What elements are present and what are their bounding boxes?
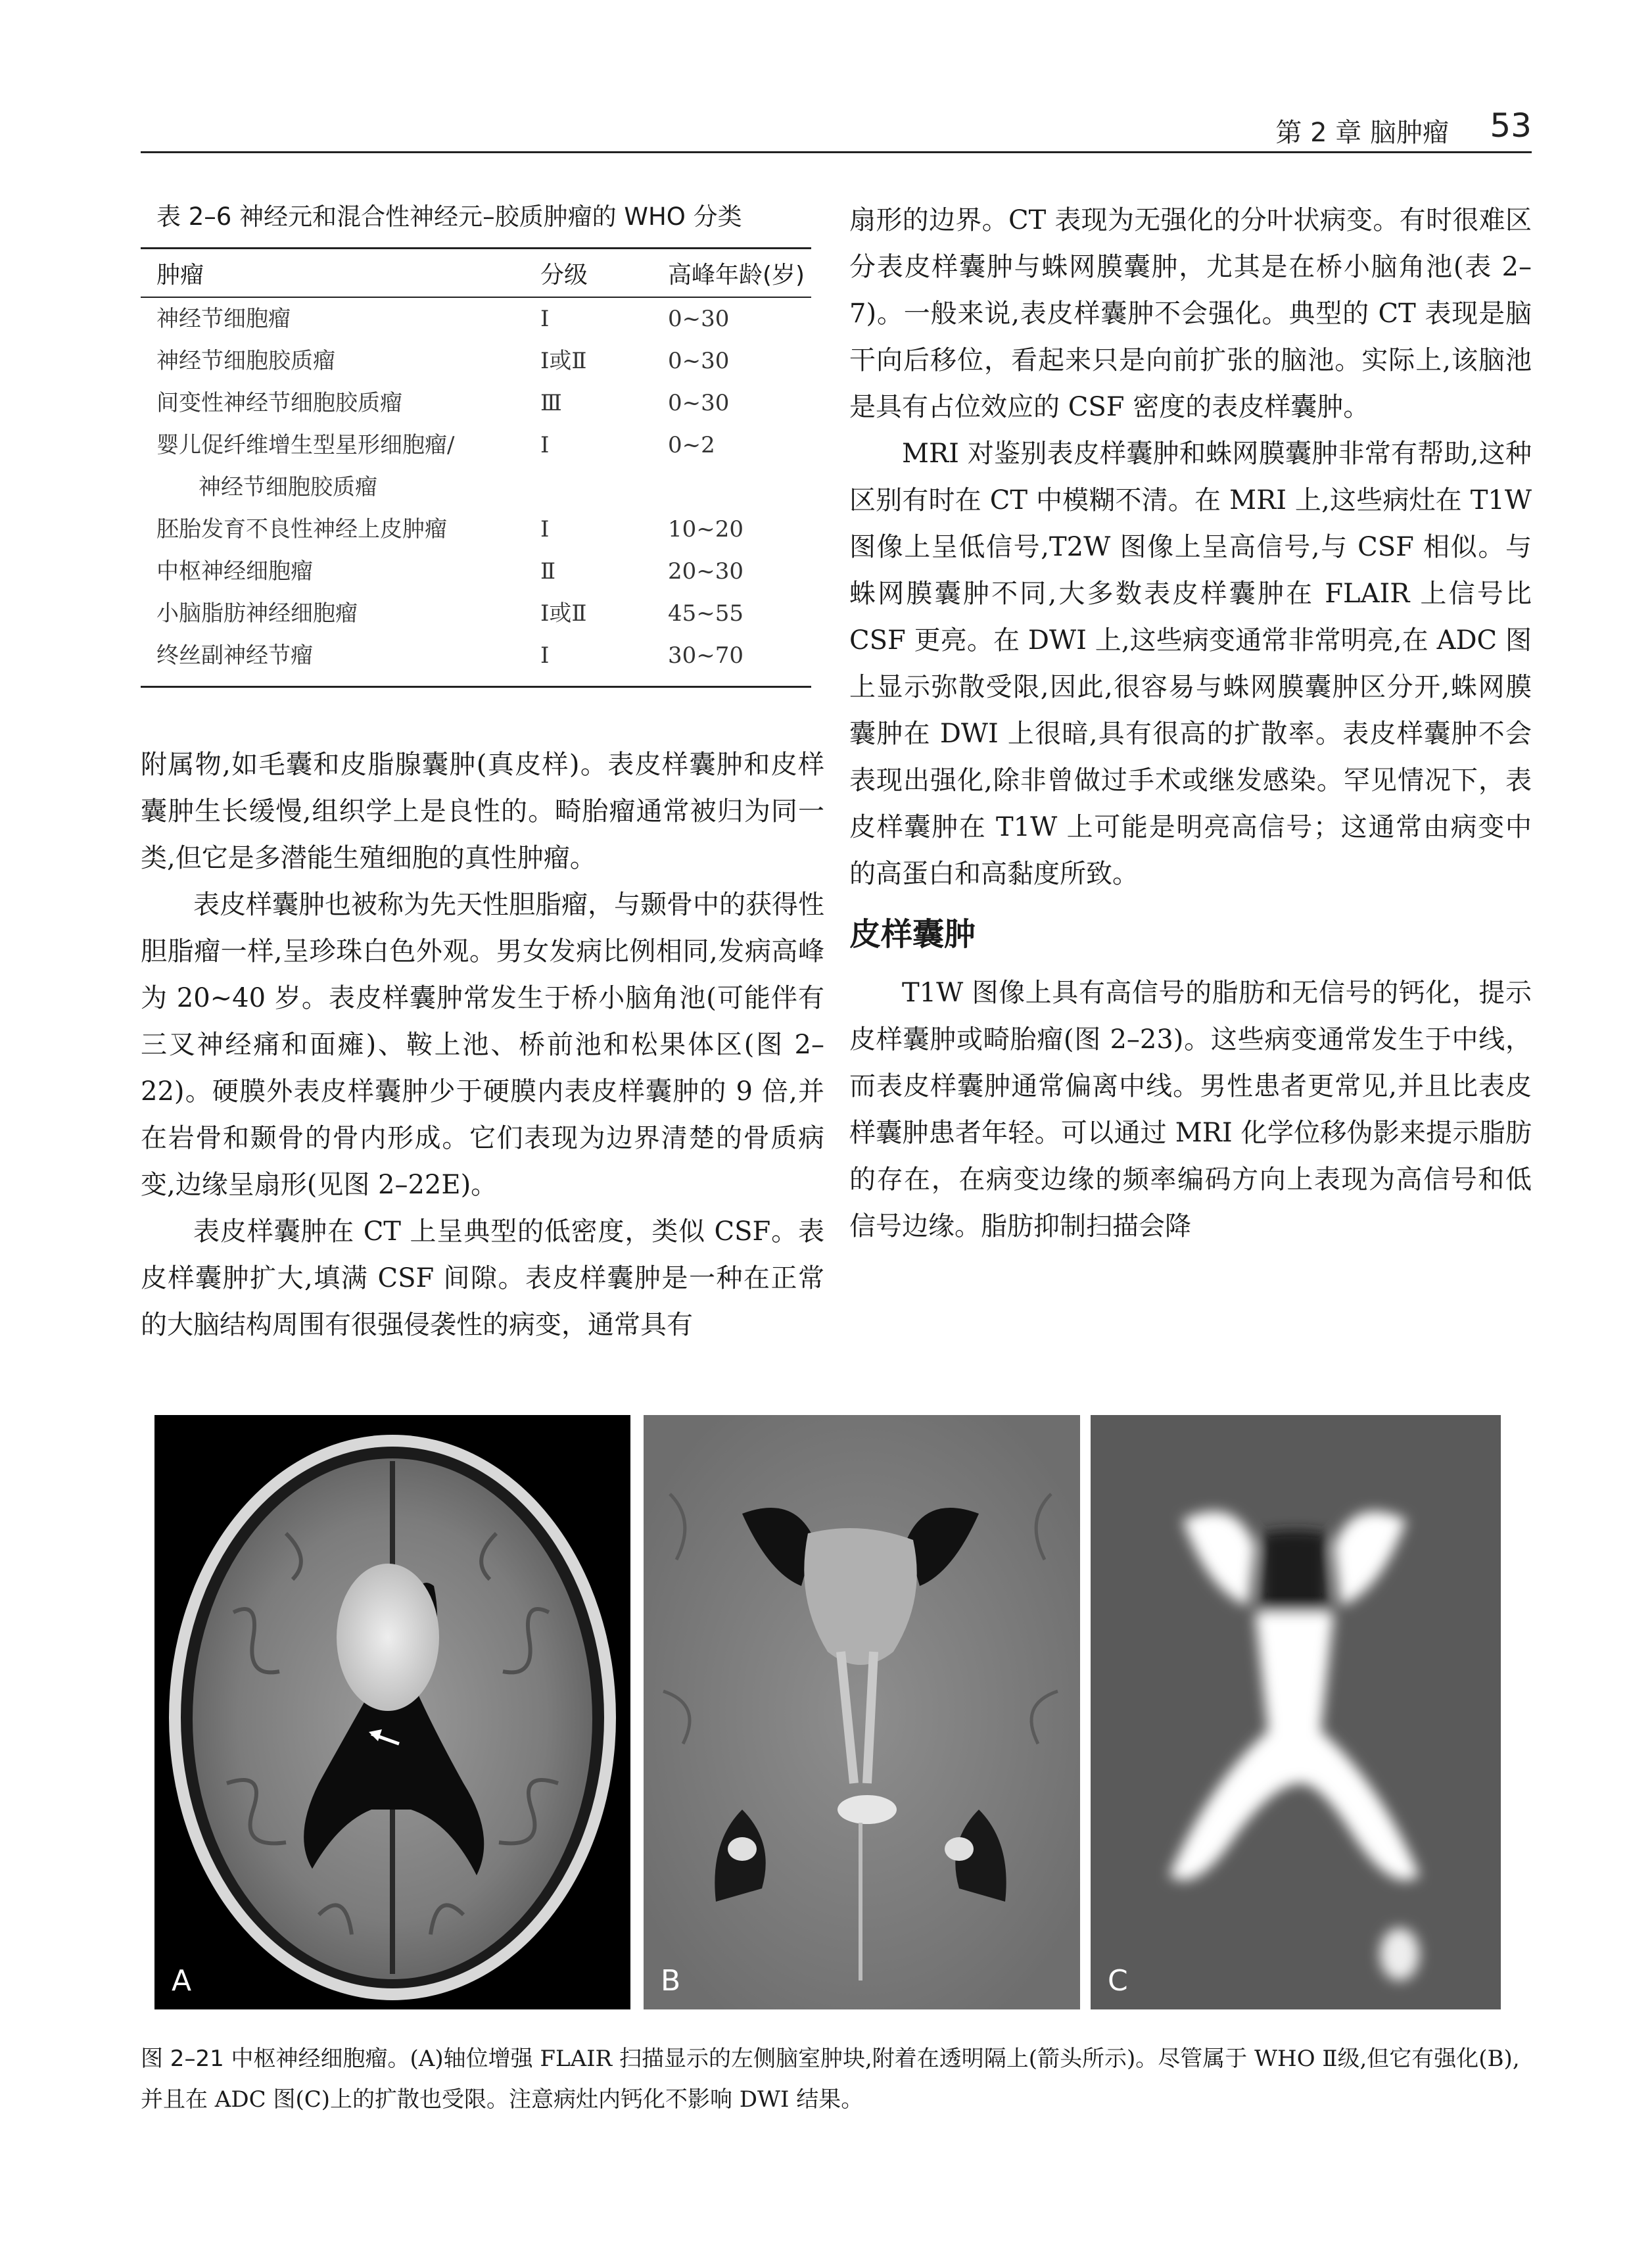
tumor-name: 神经节细胞瘤 (156, 306, 291, 332)
cell-tumor (141, 297, 525, 340)
panel-label-b: B (661, 1964, 681, 1998)
tumor-name: 中枢神经细胞瘤 (156, 558, 313, 585)
figure-number: 图 2–21 (141, 2046, 224, 2072)
tumor-name: 小脑脂肪神经细胞瘤 (156, 600, 358, 627)
cell-grade: Ⅰ (540, 432, 550, 458)
cell-tumor (141, 635, 525, 687)
running-header (141, 105, 1532, 153)
table-row (141, 592, 811, 635)
contrast-t1-image (644, 1415, 1080, 2009)
paragraph: T1W 图像上具有高信号的脂肪和无信号的钙化，提示皮样囊肿或畸胎瘤(图 2–23)。这些病变通常发生于中线，而表皮样囊肿通常偏离中线。男性患者更常见,并且比表皮样囊肿患者年轻。可以通过 MRI 化学位移伪影来提示脂肪的存在，在病变边缘的频率编码方向上表现为高信号和低信号边缘。脂肪抑制扫描会降 (849, 978, 1532, 1241)
table (141, 247, 811, 688)
cell-tumor (141, 382, 525, 424)
cell-tumor (141, 592, 525, 635)
cell-tumor (141, 550, 525, 592)
section-heading: 皮样囊肿 (849, 916, 976, 953)
tumor-name: 神经节细胞胶质瘤 (156, 348, 335, 374)
figure-panel-a (154, 1415, 630, 2009)
adc-map-image (1091, 1415, 1501, 2009)
table-row (141, 550, 811, 592)
cell-age: 0~2 (668, 432, 715, 458)
column-header-age: 高峰年龄(岁) (652, 249, 811, 298)
tumor-name: 终丝副神经节瘤 (156, 642, 313, 669)
paragraph: MRI 对鉴别表皮样囊肿和蛛网膜囊肿非常有帮助,这种区别有时在 CT 中模糊不清。在 MRI 上,这些病灶在 T1W 图像上呈低信号,T2W 图像上呈高信号,与 CSF 相似。与蛛网膜囊肿不同,大多数表皮样囊肿在 FLAIR 上信号比 CSF 更亮。在 DWI 上,这些病变通常非常明亮,在 ADC 图上显示弥散受限,因此,很容易与蛛网膜囊肿区分开,蛛网膜囊肿在 DWI 上很暗,具有很高的扩散率。表皮样囊肿不会表现出强化,除非曾做过手术或继发感染。罕见情况下，表皮样囊肿在 T1W 上可能是明亮高信号；这通常由病变中的高蛋白和高黏度所致。 (849, 439, 1532, 889)
tumor-name: 间变性神经节细胞胶质瘤 (156, 390, 402, 416)
cell-age: 0~30 (668, 348, 730, 374)
tumor-name: 胚胎发育不良性神经上皮肿瘤 (156, 516, 447, 542)
figure-caption-text: 中枢神经细胞瘤。(A)轴位增强 FLAIR 扫描显示的左侧脑室肿块,附着在透明隔上(箭头所示)。尽管属于 WHO Ⅱ级,但它有强化(B),并且在 ADC 图(C)上的扩散也受限。注意病灶内钙化不影响 DWI 结果。 (141, 2046, 1520, 2113)
page-number: 53 (1490, 107, 1532, 145)
figure-panel-b (644, 1415, 1080, 2009)
table-row (141, 382, 811, 424)
paragraph: 附属物,如毛囊和皮脂腺囊肿(真皮样)。表皮样囊肿和皮样囊肿生长缓慢,组织学上是良性的。畸胎瘤通常被归为同一类,但它是多潜能生殖细胞的真性肿瘤。 (141, 750, 824, 873)
who-classification-table (141, 197, 811, 688)
cell-grade: Ⅱ (540, 558, 556, 585)
left-text-column (141, 742, 824, 1349)
table-header-row (141, 249, 811, 298)
table-row (141, 424, 811, 508)
cell-age: 10~20 (668, 516, 744, 542)
cell-age: 45~55 (668, 600, 744, 627)
flair-mri-image (154, 1415, 630, 2009)
cell-grade: Ⅰ或Ⅱ (540, 348, 587, 374)
figure-caption (141, 2038, 1532, 2120)
chapter-title: 第 2 章 脑肿瘤 (1275, 118, 1449, 148)
column-header-tumor: 肿瘤 (141, 249, 525, 298)
cell-tumor (141, 424, 525, 508)
table-row (141, 340, 811, 382)
figure-panel-c (1091, 1415, 1501, 2009)
paragraph: 表皮样囊肿也被称为先天性胆脂瘤，与颞骨中的获得性胆脂瘤一样,呈珍珠白色外观。男女发病比例相同,发病高峰为 20~40 岁。表皮样囊肿常发生于桥小脑角池(可能伴有三叉神经痛和面瘫)、鞍上池、桥前池和松果体区(图 2–22)。硬膜外表皮样囊肿少于硬膜内表皮样囊肿的 9 倍,并在岩骨和颞骨的骨内形成。它们表现为边界清楚的骨质病变,边缘呈扇形(见图 2–22E)。 (141, 890, 824, 1200)
cell-grade: Ⅰ (540, 516, 550, 542)
cell-grade: Ⅲ (540, 390, 562, 416)
tumor-name-continued: 神经节细胞胶质瘤 (199, 474, 377, 500)
table-row (141, 508, 811, 550)
cell-age: 30~70 (652, 635, 811, 687)
right-text-column (849, 197, 1532, 1250)
cell-age: 0~30 (668, 390, 730, 416)
cell-age: 0~30 (668, 306, 730, 332)
cell-grade: Ⅰ或Ⅱ (540, 600, 587, 627)
paragraph: 表皮样囊肿在 CT 上呈典型的低密度，类似 CSF。表皮样囊肿扩大,填满 CSF 间隙。表皮样囊肿是一种在正常的大脑结构周围有很强侵袭性的病变，通常具有 (141, 1216, 824, 1340)
tumor-name: 婴儿促纤维增生型星形细胞瘤/ (156, 432, 455, 458)
panel-label-c: C (1108, 1964, 1128, 1998)
cell-tumor (141, 340, 525, 382)
cell-grade: Ⅰ (525, 635, 652, 687)
panel-label-a: A (172, 1964, 192, 1998)
table-row (141, 635, 811, 687)
cell-grade: Ⅰ (540, 306, 550, 332)
table-row (141, 297, 811, 340)
cell-age: 20~30 (668, 558, 744, 585)
table-caption: 表 2–6 神经元和混合性神经元–胶质肿瘤的 WHO 分类 (156, 203, 742, 231)
column-header-grade: 分级 (525, 249, 652, 298)
cell-tumor (141, 508, 525, 550)
paragraph: 扇形的边界。CT 表现为无强化的分叶状病变。有时很难区分表皮样囊肿与蛛网膜囊肿，尤其是在桥小脑角池(表 2–7)。一般来说,表皮样囊肿不会强化。典型的 CT 表现是脑干向后移位，看起来只是向前扩张的脑池。实际上,该脑池是具有占位效应的 CSF 密度的表皮样囊肿。 (849, 205, 1532, 422)
